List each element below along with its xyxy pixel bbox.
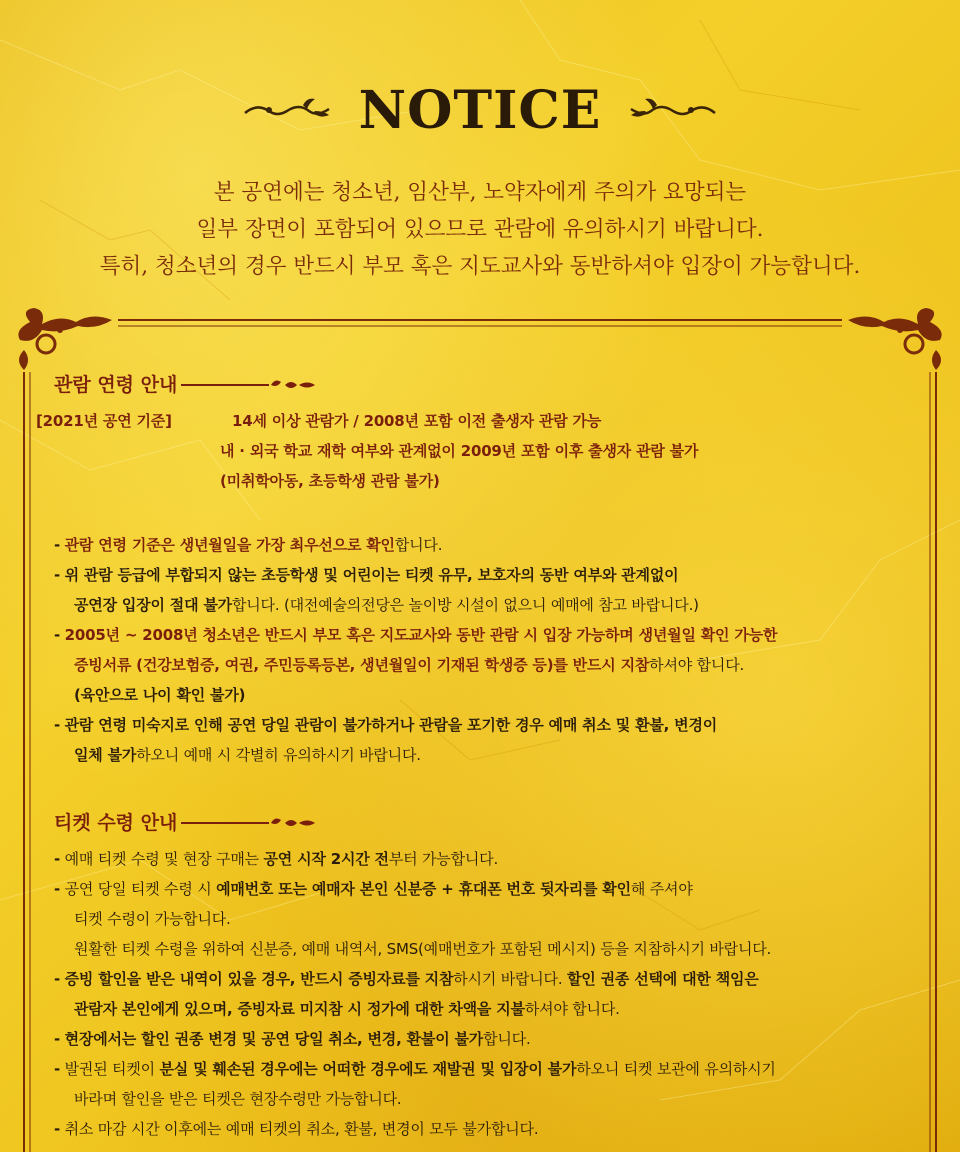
- bullet-dash: -: [54, 880, 61, 898]
- item-text-bold: 관람자 본인에게 있으며, 증빙자료 미지참 시 정가에 대한 차액을 지불: [74, 1000, 525, 1018]
- list-item-continued: [74, 998, 620, 1019]
- list-item-continued: [74, 908, 231, 929]
- item-text: 부터 가능합니다.: [388, 850, 499, 868]
- item-text: 합니다. (대전예술의전당은 놀이방 시설이 없으니 예매에 참고 바랍니다.): [231, 596, 699, 614]
- list-item-continued: [74, 654, 744, 675]
- item-text: 바라며 할인을 받은 티켓은 현장수령만 가능합니다.: [74, 1090, 402, 1108]
- age-section-title: [54, 370, 321, 397]
- list-item: [54, 878, 693, 899]
- intro-text: [0, 174, 960, 285]
- intro-line: 특히, 청소년의 경우 반드시 부모 혹은 지도교사와 동반하셔야 입장이 가능합니다.: [99, 254, 861, 279]
- intro-line: 일부 장면이 포함되어 있으므로 관람에 유의하시기 바랍니다.: [196, 217, 764, 242]
- basis-line: 내 · 외국 학교 재학 여부와 관계없이 2009년 포함 이후 출생자 관람 불가: [220, 442, 699, 460]
- section-divider-icon: [181, 376, 321, 392]
- ticket-section-label: 티켓 수령 안내: [54, 812, 178, 834]
- item-text-bold: 일체 불가: [74, 746, 137, 764]
- item-text: 하셔야 합니다.: [524, 1000, 620, 1018]
- item-text-bold: 증빙 할인을 받은 내역이 있을 경우, 반드시 증빙자료를 지참: [64, 970, 454, 988]
- item-text-bold: 공연장 입장이 절대 불가: [74, 596, 232, 614]
- item-text-bold: 공연 시작 2시간 전: [263, 850, 389, 868]
- list-item-continued: [74, 744, 421, 765]
- list-item-continued: [74, 684, 245, 705]
- basis-line: (미취학아동, 초등학생 관람 불가): [220, 472, 440, 490]
- item-text: 티켓 수령이 가능합니다.: [74, 910, 231, 928]
- list-item: [54, 1058, 776, 1079]
- notice-title: NOTICE: [358, 79, 602, 141]
- item-text: 예매 티켓 수령 및 현장 구매는: [64, 850, 264, 868]
- item-text-highlight: 관람 연령 기준은 생년월일을 가장 최우선으로 확인: [64, 536, 395, 554]
- list-item: [54, 968, 759, 989]
- item-text: 하오니 티켓 보관에 유의하시기: [576, 1060, 776, 1078]
- item-text: 하오니 예매 시 각별히 유의하시기 바랍니다.: [136, 746, 421, 764]
- basis-label: [2021년 공연 기준]: [36, 412, 172, 430]
- list-item: [54, 1118, 538, 1139]
- item-text-bold: 현장에서는 할인 권종 변경 및 공연 당일 취소, 변경, 환불이 불가: [64, 1030, 484, 1048]
- bullet-dash: -: [54, 626, 61, 644]
- item-text: 하셔야 합니다.: [649, 656, 745, 674]
- notice-header: [0, 78, 960, 142]
- item-text-bold: 할인 권종 선택에 대한 책임은: [567, 970, 759, 988]
- list-item-continued: [74, 1088, 402, 1109]
- item-text-bold: (육안으로 나이 확인 불가): [74, 686, 246, 704]
- list-item-continued: [74, 938, 771, 959]
- left-ornament-icon: [243, 95, 333, 125]
- list-item-continued: [74, 594, 699, 615]
- bullet-dash: -: [54, 536, 61, 554]
- list-item: [54, 1028, 531, 1049]
- item-text: 해 주셔야: [630, 880, 693, 898]
- item-text: 취소 마감 시간 이후에는 예매 티켓의 취소, 환불, 변경이 모두 불가합니다.: [64, 1120, 539, 1138]
- corner-ornament-right-icon: [848, 308, 942, 370]
- item-text: 발권된 티켓이: [64, 1060, 160, 1078]
- item-text: 원활한 티켓 수령을 위하여 신분증, 예매 내역서, SMS(예매번호가 포함된 메시지) 등을 지참하시기 바랍니다.: [74, 940, 772, 958]
- list-item: [54, 848, 498, 869]
- item-text: 공연 당일 티켓 수령 시: [64, 880, 217, 898]
- item-text-bold: 예매번호 또는 예매자 본인 신분증 + 휴대폰 번호 뒷자리를 확인: [216, 880, 631, 898]
- right-ornament-icon: [627, 95, 717, 125]
- bullet-dash: -: [54, 850, 61, 868]
- list-item: [54, 534, 442, 555]
- item-text-highlight: 2005년 ~ 2008년 청소년은 반드시 부모 혹은 지도교사와 동반 관람 시 입장 가능하며 생년월일 확인 가능한: [64, 626, 778, 644]
- item-text: 하시기 바랍니다.: [453, 970, 567, 988]
- bullet-dash: -: [54, 1120, 61, 1138]
- list-item: [54, 564, 678, 585]
- item-text-bold: 관람 연령 미숙지로 인해 공연 당일 관람이 불가하거나 관람을 포기한 경우 예매 취소 및 환불, 변경이: [64, 716, 718, 734]
- bullet-dash: -: [54, 566, 61, 584]
- section-divider-icon: [181, 814, 321, 830]
- item-text-bold: 분실 및 훼손된 경우에는 어떠한 경우에도 재발권 및 입장이 불가: [159, 1060, 577, 1078]
- ticket-section-title: [54, 808, 321, 835]
- corner-ornament-left-icon: [18, 308, 112, 370]
- bullet-dash: -: [54, 1060, 61, 1078]
- intro-line: 본 공연에는 청소년, 임산부, 노약자에게 주의가 요망되는: [213, 180, 747, 205]
- item-text: 합니다.: [394, 536, 443, 554]
- basis-line: 14세 이상 관람가 / 2008년 포함 이전 출생자 관람 가능: [232, 412, 602, 430]
- bullet-dash: -: [54, 716, 61, 734]
- age-section-label: 관람 연령 안내: [54, 374, 178, 396]
- item-text-highlight: 증빙서류 (건강보험증, 여권, 주민등록등본, 생년월일이 기재된 학생증 등)를 반드시 지참: [74, 656, 650, 674]
- list-item: [54, 624, 777, 645]
- bullet-dash: -: [54, 1030, 61, 1048]
- item-text-bold: 위 관람 등급에 부합되지 않는 초등학생 및 어린이는 티켓 유무, 보호자의 동반 여부와 관계없이: [64, 566, 679, 584]
- item-text: 합니다.: [483, 1030, 531, 1048]
- list-item: [54, 714, 717, 735]
- bullet-dash: -: [54, 970, 61, 988]
